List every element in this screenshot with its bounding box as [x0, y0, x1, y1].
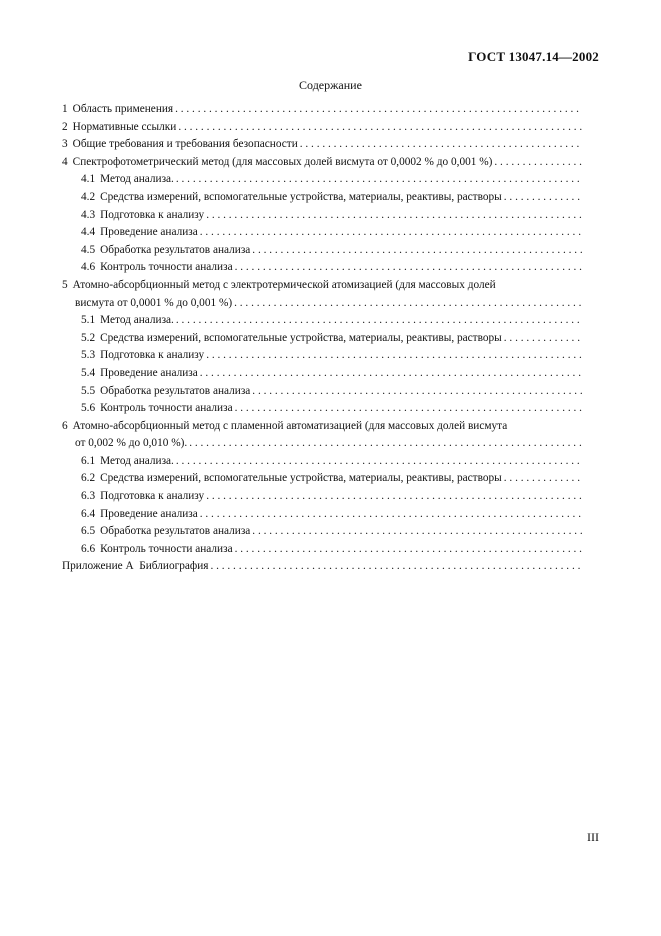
toc-entry-title: Область применения [72, 103, 174, 115]
toc-entry-number: 5.3 [81, 349, 96, 362]
dot-leader [504, 189, 582, 207]
dot-leader [300, 136, 582, 154]
dot-leader [234, 295, 582, 313]
toc-entry-title: Обработка результатов анализа [100, 243, 251, 256]
toc-entry-number: 5.6 [81, 402, 96, 415]
dot-leader [189, 435, 582, 453]
toc-entry[interactable] [62, 418, 582, 436]
toc-subentry[interactable] [62, 523, 582, 541]
toc-entry-title: Атомно-абсорбционный метод с электротермической атомизацией (для массовых долей [72, 278, 496, 291]
dot-leader [504, 470, 582, 488]
toc-subentry[interactable] [62, 453, 582, 471]
toc-entry-number: 6 [62, 419, 68, 432]
toc-subentry[interactable] [62, 259, 582, 277]
dot-leader [235, 259, 582, 277]
toc-entry-number: 2 [62, 120, 68, 133]
dot-leader [210, 558, 582, 576]
toc-subentry[interactable] [62, 312, 582, 330]
dot-leader [235, 400, 582, 418]
dot-leader [206, 207, 582, 225]
toc-entry-number: 3 [62, 138, 68, 151]
toc-entry-title: Обработка результатов анализа [100, 525, 251, 538]
dot-leader [178, 119, 582, 137]
toc-entry-title: Подготовка к анализу [100, 349, 205, 362]
toc-entry-title: Подготовка к анализу [100, 208, 205, 221]
toc-subentry[interactable] [62, 365, 582, 383]
toc-entry-title: Метод анализа. [100, 454, 174, 467]
table-of-contents [62, 101, 582, 576]
toc-entry[interactable] [62, 119, 582, 137]
toc-entry-title: Контроль точности анализа [100, 542, 233, 555]
document-code: ГОСТ 13047.14—2002 [468, 49, 599, 64]
toc-subentry[interactable] [62, 347, 582, 365]
dot-leader [252, 242, 582, 260]
dot-leader [200, 506, 582, 524]
dot-leader [176, 312, 582, 330]
toc-entry-number: 6.4 [81, 507, 96, 520]
toc-entry-title: Средства измерений, вспомогательные устройства, материалы, реактивы, растворы [100, 190, 502, 203]
toc-entry-number: 4.4 [81, 226, 96, 239]
page-number: III [587, 830, 599, 844]
toc-appendix-entry[interactable] [62, 558, 582, 576]
toc-entry-number: 4.3 [81, 208, 96, 221]
toc-title: Содержание [299, 78, 362, 92]
toc-entry-number: 4 [62, 155, 68, 168]
dot-leader [176, 171, 582, 189]
dot-leader [206, 488, 582, 506]
toc-entry-number: 5.5 [81, 384, 96, 397]
dot-leader [252, 523, 582, 541]
toc-entry-continuation[interactable] [62, 295, 582, 313]
toc-entry-title: Контроль точности анализа [100, 402, 233, 415]
toc-subentry[interactable] [62, 383, 582, 401]
dot-leader [206, 347, 582, 365]
toc-subentry[interactable] [62, 224, 582, 242]
toc-subentry[interactable] [62, 488, 582, 506]
toc-subentry[interactable] [62, 207, 582, 225]
toc-entry[interactable] [62, 136, 582, 154]
toc-entry-continuation[interactable] [62, 435, 582, 453]
toc-subentry[interactable] [62, 400, 582, 418]
toc-entry-number: 5.2 [81, 331, 96, 344]
dot-leader [200, 224, 582, 242]
toc-entry-title: Приложение А Библиография [62, 560, 209, 573]
dot-leader [235, 541, 582, 559]
dot-leader [494, 154, 582, 172]
toc-entry-title-continuation: висмута от 0,0001 % до 0,001 %) [75, 296, 233, 309]
toc-subentry[interactable] [62, 189, 582, 207]
toc-entry-title: Нормативные ссылки [72, 120, 177, 133]
toc-entry-title: Атомно-абсорбционный метод с пламенной автоматизацией (для массовых долей висмута [72, 419, 508, 432]
dot-leader [176, 453, 582, 471]
dot-leader [504, 330, 582, 348]
dot-leader [252, 383, 582, 401]
toc-entry-number: 5.1 [81, 314, 96, 327]
toc-entry[interactable] [62, 277, 582, 295]
toc-entry-title: Спектрофотометрический метод (для массовых долей висмута от 0,0002 % до 0,001 %) [72, 155, 493, 168]
toc-entry-title: Контроль точности анализа [100, 261, 233, 274]
toc-entry-number: 5 [62, 278, 68, 291]
toc-entry-title: Подготовка к анализу [100, 490, 205, 503]
toc-subentry[interactable] [62, 506, 582, 524]
toc-subentry[interactable] [62, 541, 582, 559]
toc-entry-number: 6.2 [81, 472, 96, 485]
toc-entry-number: 5.4 [81, 366, 96, 379]
toc-entry-title: Метод анализа. [100, 173, 174, 186]
toc-entry-title: Проведение анализа [100, 366, 198, 379]
toc-entry-title: Метод анализа. [100, 314, 174, 327]
toc-entry-number: 6.3 [81, 490, 96, 503]
toc-entry-title: Средства измерений, вспомогательные устройства, материалы, реактивы, растворы [100, 331, 502, 344]
toc-entry-title: Обработка результатов анализа [100, 384, 251, 397]
toc-subentry[interactable] [62, 242, 582, 260]
toc-subentry[interactable] [62, 171, 582, 189]
toc-entry-number: 6.5 [81, 525, 96, 538]
toc-subentry[interactable] [62, 470, 582, 488]
toc-entry[interactable] [62, 101, 582, 119]
dot-leader [175, 101, 582, 119]
toc-entry-title: Общие требования и требования безопасности [72, 138, 298, 151]
toc-entry-number: 4.2 [81, 190, 96, 203]
dot-leader [200, 365, 582, 383]
toc-entry-title-continuation: от 0,002 % до 0,010 %). [75, 437, 188, 450]
toc-entry-number: 4.5 [81, 243, 96, 256]
toc-entry-title: Средства измерений, вспомогательные устройства, материалы, реактивы, растворы [100, 472, 502, 485]
toc-entry-number: 6.6 [81, 542, 96, 555]
toc-entry-title: Проведение анализа [100, 226, 198, 239]
toc-entry-number: 4.6 [81, 261, 96, 274]
toc-entry[interactable] [62, 154, 582, 172]
toc-subentry[interactable] [62, 330, 582, 348]
toc-entry-title: Проведение анализа [100, 507, 198, 520]
toc-entry-number: 1 [62, 103, 68, 115]
toc-entry-number: 4.1 [81, 173, 96, 186]
toc-entry-number: 6.1 [81, 454, 96, 467]
